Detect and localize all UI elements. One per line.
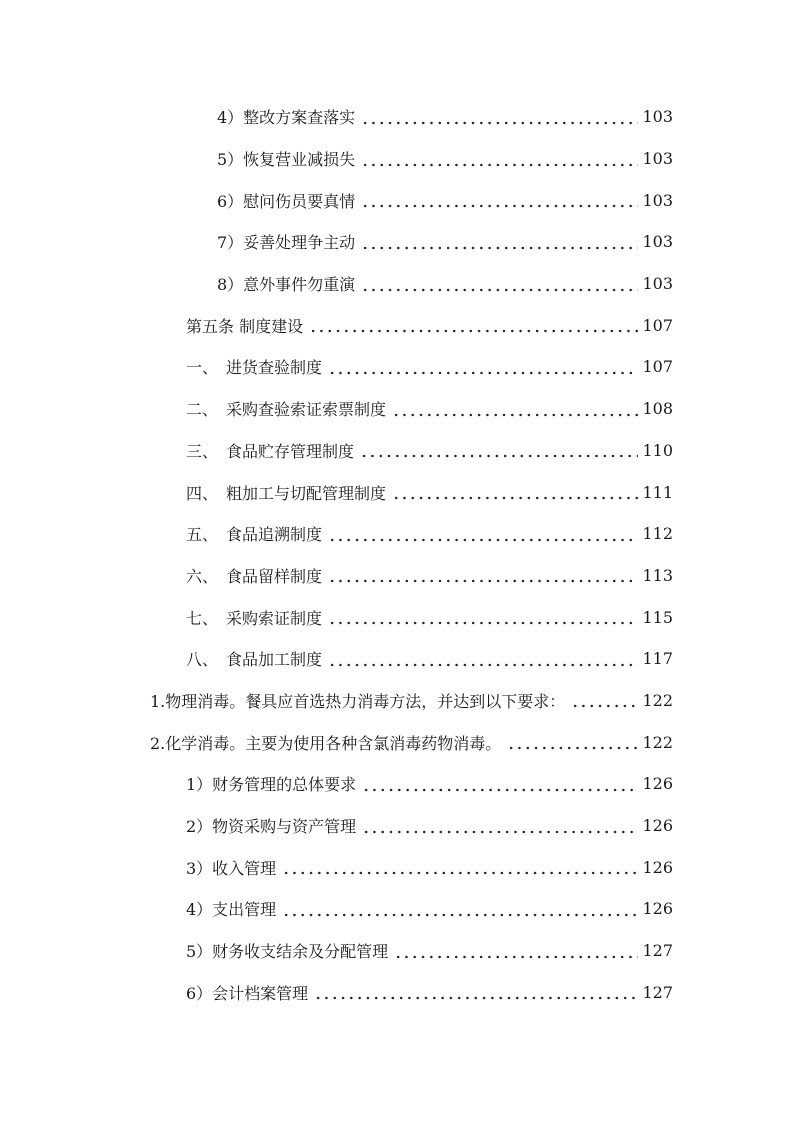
toc-entry-title: 8）意外事件勿重演 xyxy=(217,275,356,295)
toc-entry-title: 二、 采购查验索证索票制度 xyxy=(186,400,387,420)
toc-entry[interactable] xyxy=(0,680,793,722)
toc-entry[interactable] xyxy=(0,179,793,221)
dot-leader xyxy=(328,609,638,625)
dot-leader xyxy=(360,442,638,458)
toc-entry-page: 122 xyxy=(642,690,673,710)
toc-entry-page: 126 xyxy=(642,899,673,919)
toc-entry-title: 5）恢复营业减损失 xyxy=(217,150,356,170)
toc-entry-page: 127 xyxy=(642,941,673,961)
toc-entry[interactable] xyxy=(0,971,793,1013)
toc-entry[interactable] xyxy=(0,930,793,972)
toc-entry-title: 6）慰问伤员要真情 xyxy=(217,191,356,211)
toc-entry[interactable] xyxy=(0,346,793,388)
toc-entry-page: 126 xyxy=(642,816,673,836)
toc-entry[interactable] xyxy=(0,96,793,138)
dot-leader xyxy=(392,401,638,417)
toc-entry[interactable] xyxy=(0,721,793,763)
toc-entry-page: 103 xyxy=(642,107,673,127)
toc-entry-page: 122 xyxy=(642,732,673,752)
dot-leader xyxy=(328,651,638,667)
toc-entry-title: 5）财务收支结余及分配管理 xyxy=(186,942,389,962)
toc-entry[interactable] xyxy=(0,763,793,805)
toc-entry[interactable] xyxy=(0,138,793,180)
dot-leader xyxy=(328,359,638,375)
dot-leader xyxy=(362,776,638,792)
toc-entry[interactable] xyxy=(0,805,793,847)
toc-entry[interactable] xyxy=(0,304,793,346)
dot-leader xyxy=(394,943,638,959)
toc-entry-title: 三、 食品贮存管理制度 xyxy=(186,441,355,461)
dot-leader xyxy=(314,984,638,1000)
dot-leader xyxy=(362,818,638,834)
toc-entry-page: 103 xyxy=(642,232,673,252)
dot-leader xyxy=(361,276,638,292)
toc-entry-page: 127 xyxy=(642,982,673,1002)
toc-entry-title: 7）妥善处理争主动 xyxy=(217,233,356,253)
toc-entry[interactable] xyxy=(0,596,793,638)
toc-entry-page: 107 xyxy=(642,315,673,335)
toc-entry-page: 126 xyxy=(642,857,673,877)
toc-entry-page: 117 xyxy=(642,649,673,669)
toc-entry-page: 103 xyxy=(642,149,673,169)
toc-entry-title: 六、 食品留样制度 xyxy=(186,566,323,586)
toc-entry[interactable] xyxy=(0,638,793,680)
toc-entry-title: 四、 粗加工与切配管理制度 xyxy=(186,483,387,503)
toc-entry-page: 112 xyxy=(642,524,673,544)
dot-leader xyxy=(309,317,638,333)
toc-entry[interactable] xyxy=(0,471,793,513)
toc-entry[interactable] xyxy=(0,555,793,597)
toc-entry-page: 107 xyxy=(642,357,673,377)
toc-entry-title: 1.物理消毒。餐具应首选热力消毒方法，并达到以下要求： xyxy=(150,691,566,711)
toc-entry-page: 113 xyxy=(642,565,673,585)
dot-leader xyxy=(328,526,638,542)
toc-entry-title: 第五条 制度建设 xyxy=(186,316,304,336)
toc-entry-title: 2）物资采购与资产管理 xyxy=(186,817,357,837)
dot-leader xyxy=(507,734,638,750)
dot-leader xyxy=(361,192,638,208)
dot-leader xyxy=(361,109,638,125)
toc-entry-title: 一、 进货查验制度 xyxy=(186,358,323,378)
toc-entry[interactable] xyxy=(0,513,793,555)
table-of-contents xyxy=(0,96,793,1013)
dot-leader xyxy=(571,692,638,708)
toc-entry-title: 七、 采购索证制度 xyxy=(186,608,323,628)
toc-entry-title: 2.化学消毒。主要为使用各种含氯消毒药物消毒。 xyxy=(150,733,502,753)
toc-entry[interactable] xyxy=(0,221,793,263)
toc-entry-page: 103 xyxy=(642,274,673,294)
dot-leader xyxy=(361,234,638,250)
toc-entry-title: 1）财务管理的总体要求 xyxy=(186,775,357,795)
dot-leader xyxy=(282,859,638,875)
toc-entry-page: 111 xyxy=(642,482,673,502)
toc-entry-page: 126 xyxy=(642,774,673,794)
toc-entry-page: 110 xyxy=(642,440,673,460)
toc-entry-title: 3）收入管理 xyxy=(186,858,277,878)
toc-entry-page: 115 xyxy=(642,607,673,627)
toc-entry[interactable] xyxy=(0,430,793,472)
dot-leader xyxy=(328,567,638,583)
toc-entry-page: 103 xyxy=(642,190,673,210)
toc-entry-page: 108 xyxy=(642,399,673,419)
dot-leader xyxy=(392,484,638,500)
toc-entry-title: 4）整改方案查落实 xyxy=(217,108,356,128)
toc-entry[interactable] xyxy=(0,846,793,888)
toc-entry-title: 五、 食品追溯制度 xyxy=(186,525,323,545)
toc-entry-title: 6）会计档案管理 xyxy=(186,983,309,1003)
toc-entry-title: 八、 食品加工制度 xyxy=(186,650,323,670)
dot-leader xyxy=(282,901,638,917)
dot-leader xyxy=(361,151,638,167)
toc-entry[interactable] xyxy=(0,263,793,305)
toc-entry-title: 4）支出管理 xyxy=(186,900,277,920)
toc-entry[interactable] xyxy=(0,388,793,430)
toc-entry[interactable] xyxy=(0,888,793,930)
